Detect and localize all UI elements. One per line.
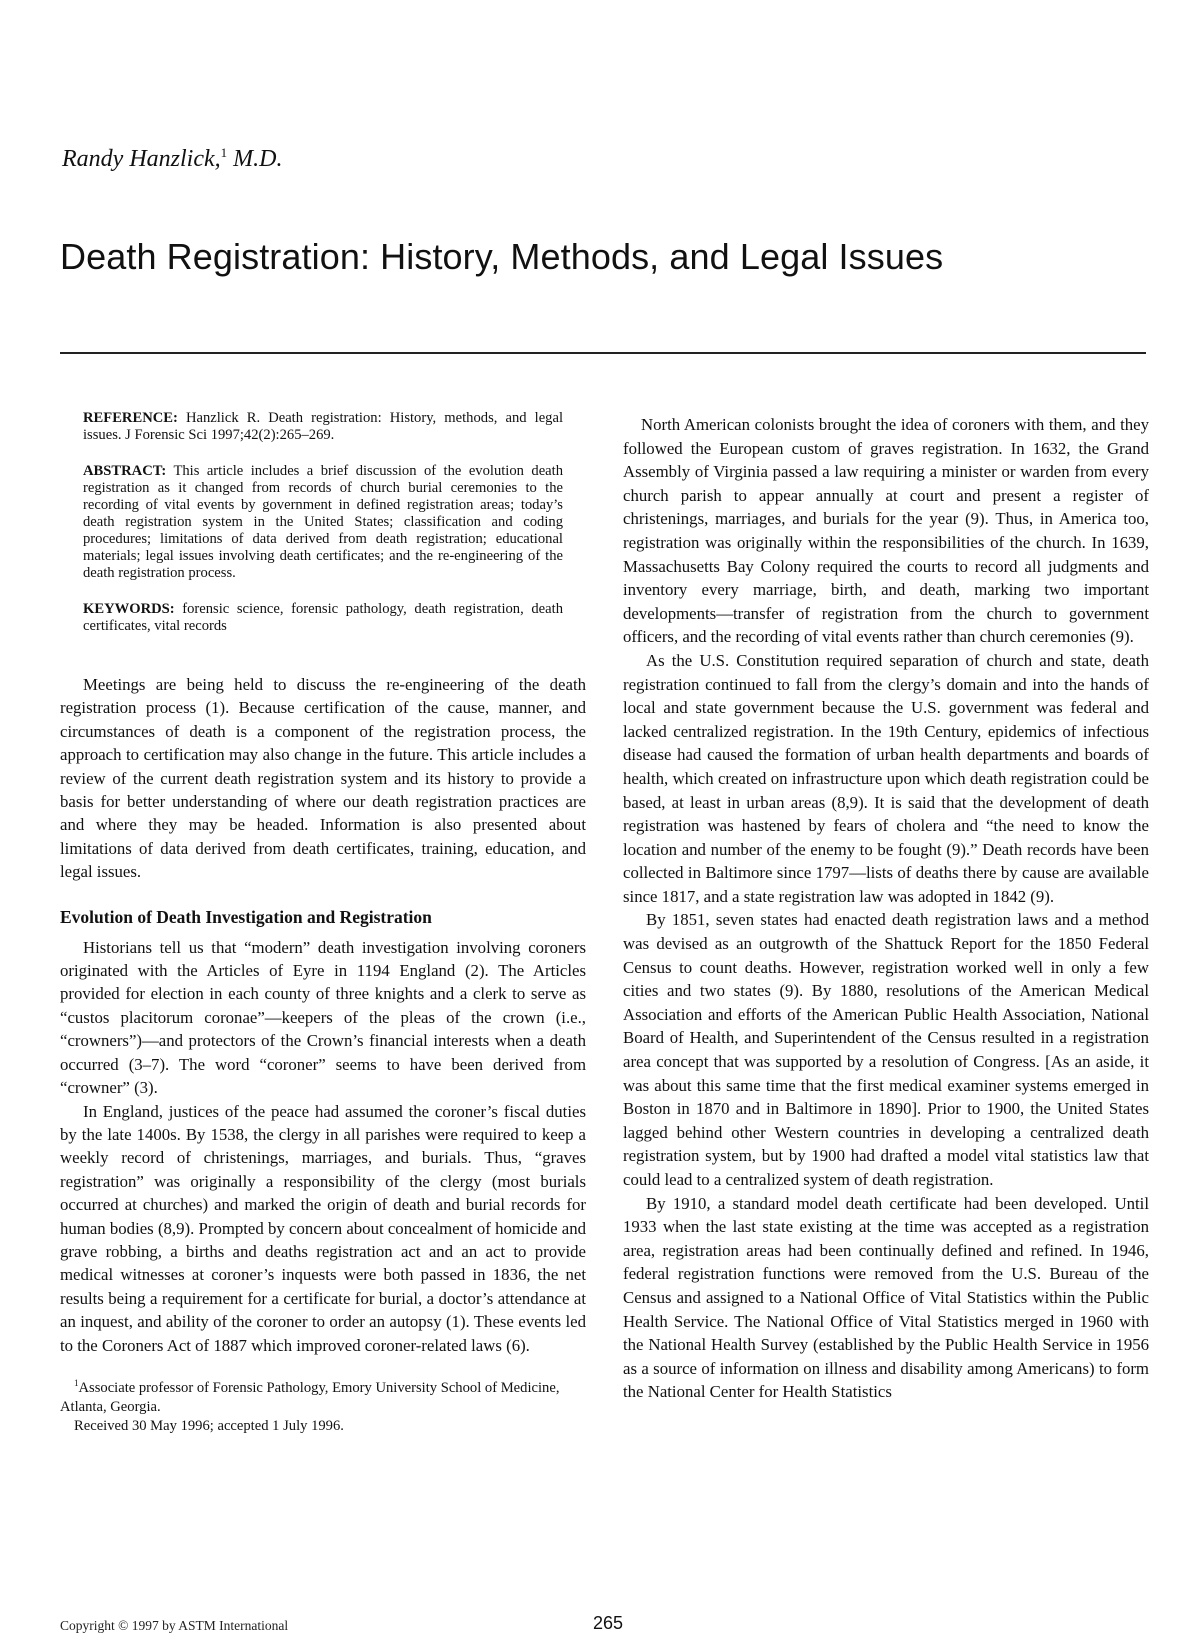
left-column [60, 410, 586, 1436]
article-title: Death Registration: History, Methods, and Legal Issues [60, 236, 944, 277]
footnote-received: Received 30 May 1996; accepted 1 July 1996. [74, 1417, 344, 1434]
body-paragraph: North American colonists brought the idea of coroners with them, and they followed the European custom of graves registration. In 1632, the Grand Assembly of Virginia passed a law requiring a minister or warden from every church parish to appear annually at court and present a register of christenings, marriages, and burials for the year (9). Thus, in America too, registration was originally within the responsibilities of the church. In 1639, Massachusetts Bay Colony required the courts to record all judgments and inventory every marriage, birth, and death, marking two important developments—transfer of registration from the church to government officers, and the recording of vital events rather than church ceremonies (9). [623, 415, 1149, 647]
author-name: Randy Hanzlick, [62, 146, 221, 172]
author-byline [62, 146, 282, 173]
reference-label: REFERENCE: [83, 410, 178, 426]
title-divider [60, 352, 1146, 354]
body-paragraph: In England, justices of the peace had assumed the coroner’s fiscal duties by the late 1400s. By 1538, the clergy in all parishes were required to keep a weekly record of christenings, marriages, and burials. Thus, “graves registration” was originally a responsibility of the clergy (most burials occurred at churches) and marked the origin of death and burial records for human bodies (8,9). Prompted by concern about concealment of homicide and grave robbing, a births and deaths registration act and an act to provide medical witnesses at coroner’s inquests were both passed in 1836, the net results being a requirement for a certificate for burial, a doctor’s attendance at an inquest, and ability of the coroner to order an autopsy (1). These events led to the Coroners Act of 1887 which improved coroner-related laws (6). [60, 1101, 586, 1355]
abstract-block [83, 463, 563, 582]
body-paragraph: As the U.S. Constitution required separation of church and state, death registration continued to fall from the clergy’s domain and into the hands of local and state government because the U.S. government was federal and lacked centralized registration. In the 19th Century, epidemics of infectious disease had caused the formation of urban health departments and boards of health, which created on infrastructure upon which death registration could be based, at least in urban areas (8,9). It is said that the development of death registration was hastened by fears of cholera and “the need to know the location and number of the enemy to be fought (9).” Death records have been collected in Baltimore since 1797—lists of deaths there by cause are available since 1817, and a state registration law was adopted in 1842 (9). [623, 650, 1149, 906]
author-footnote-marker: 1 [220, 145, 228, 160]
left-body [60, 673, 586, 1357]
intro-paragraph: Meetings are being held to discuss the re-engineering of the death registration process (1). Because certification of the cause, manner, and circumstances of death is a component of the registration process, the approach to certification may also change in the future. This article includes a review of the current death registration system and its history to provide a basis for better understanding of where our death registration practices are and where they may be headed. Information is also presented about limitations of data derived from death certificates, training, education, and legal issues. [60, 675, 586, 882]
right-column [623, 413, 1149, 1404]
body-paragraph: By 1851, seven states had enacted death registration laws and a method was devised as an outgrowth of the Shattuck Report for the 1850 Federal Census to count deaths. However, registration worked well in only a few cities and two states (9). By 1880, resolutions of the American Medical Association and efforts of the American Public Health Association, National Board of Health, and Superintendent of the Census resulted in a registration area concept that was supported by a resolution of Congress. [As an aside, it was about this same time that the first medical examiner systems emerged in Boston in 1870 and in Baltimore in 1890]. Prior to 1900, the United States lagged behind other Western countries in developing a centralized death registration system, but by 1900 had drafted a model vital statistics law that could lead to a centralized system of death registration. [623, 910, 1149, 1189]
reference-block [83, 410, 563, 444]
abstract-label: ABSTRACT: [83, 463, 167, 479]
keywords-block [83, 601, 563, 635]
author-degree: M.D. [227, 146, 283, 172]
copyright-notice: Copyright © 1997 by ASTM International [60, 1618, 289, 1633]
body-paragraph: Historians tell us that “modern” death investigation involving coroners originated with the Articles of Eyre in 1194 England (2). The Articles provided for election in each county of three knights and a clerk to serve as “custos placitorum coronae”—keepers of the pleas of the crown (i.e., “crowners”)—and protectors of the Crown’s financial interests when a death occurred (3–7). The word “coroner” seems to have been derived from “crowner” (3). [60, 937, 586, 1098]
footnote-affiliation-text: Associate professor of Forensic Pathology, Emory University School of Medicine, Atlanta, Georgia. [60, 1379, 560, 1415]
page-number: 265 [593, 1613, 624, 1633]
keywords-label: KEYWORDS: [83, 601, 175, 617]
footnote-marker: 1 [74, 1378, 79, 1389]
front-matter [83, 410, 563, 635]
keywords-text: forensic science, forensic pathology, death registration, death certificates, vital records [83, 601, 563, 634]
abstract-text: This article includes a brief discussion of the evolution death registration as it changed from records of church burial ceremonies to the recording of vital events by government in defined registration areas; today’s death registration system in the United States; classification and coding procedures; limitations of data derived from death registration; educational materials; legal issues involving death certificates; and the re-engineering of the death registration process. [83, 463, 563, 581]
right-body [623, 413, 1149, 1404]
footnote-affiliation [60, 1379, 586, 1417]
reference-text: Hanzlick R. Death registration: History, methods, and legal issues. J Forensic Sci 1997;42(2):265–269. [83, 410, 563, 443]
footnote [60, 1379, 586, 1436]
section-heading: Evolution of Death Investigation and Registration [60, 906, 432, 927]
body-paragraph: By 1910, a standard model death certificate had been developed. Until 1933 when the last state existing at the time was accepted as a registration area, registration areas had been continually defined and refined. In 1946, federal registration functions were removed from the U.S. Bureau of the Census and assigned to a National Office of Vital Statistics within the Public Health Service. The National Office of Vital Statistics merged in 1960 with the National Health Survey (established by the Public Health Service in 1956 as a source of information on illness and disability among Americans) to form the National Center for Health Statistics [623, 1193, 1149, 1402]
